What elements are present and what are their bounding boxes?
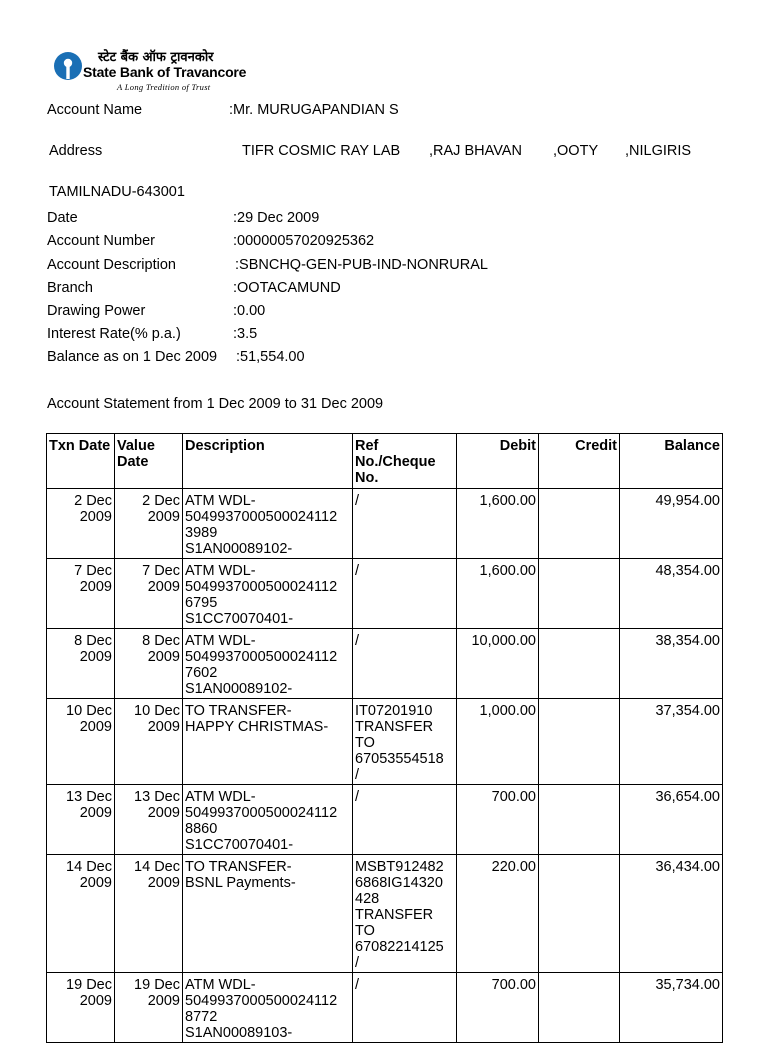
cell-credit bbox=[539, 629, 620, 699]
opening-balance-value: :51,554.00 bbox=[236, 349, 305, 365]
bank-hindi-name: स्टेट बैंक ऑफ ट्रावनकोर bbox=[98, 50, 214, 65]
cell-balance: 38,354.00 bbox=[620, 629, 723, 699]
cell-credit bbox=[539, 855, 620, 973]
opening-balance-label: Balance as on 1 Dec 2009 bbox=[47, 349, 218, 365]
cell-credit bbox=[539, 489, 620, 559]
cell-value-date: 14 Dec 2009 bbox=[115, 855, 183, 973]
account-description-value: :SBNCHQ-GEN-PUB-IND-NONRURAL bbox=[235, 257, 488, 273]
col-header-value-date: Value Date bbox=[115, 434, 183, 489]
cell-debit: 220.00 bbox=[457, 855, 539, 973]
drawing-power-value: :0.00 bbox=[233, 303, 266, 319]
cell-balance: 36,434.00 bbox=[620, 855, 723, 973]
address-label: Address bbox=[49, 143, 103, 159]
col-header-balance: Balance bbox=[620, 434, 723, 489]
col-header-txn-date: Txn Date bbox=[47, 434, 115, 489]
cell-description: ATM WDL- 5049937000500024112 6795 S1CC70070401- bbox=[183, 559, 353, 629]
cell-description: ATM WDL- 5049937000500024112 3989 S1AN00089102- bbox=[183, 489, 353, 559]
cell-ref: MSBT912482 6868IG14320 428 TRANSFER TO 67082214125 / bbox=[353, 855, 457, 973]
cell-value-date: 8 Dec 2009 bbox=[115, 629, 183, 699]
cell-description: TO TRANSFER- BSNL Payments- bbox=[183, 855, 353, 973]
table-header-row bbox=[47, 434, 723, 489]
table-row bbox=[47, 559, 723, 629]
account-number-label: Account Number bbox=[47, 233, 155, 249]
bank-tagline: A Long Tredition of Trust bbox=[117, 82, 211, 92]
account-number-value: :00000057020925362 bbox=[233, 233, 375, 249]
address-part: TIFR COSMIC RAY LAB bbox=[242, 143, 401, 159]
sbt-keyhole-logo-icon bbox=[53, 51, 83, 81]
cell-debit: 700.00 bbox=[457, 785, 539, 855]
account-description-label: Account Description bbox=[47, 257, 176, 273]
bank-logo bbox=[53, 47, 253, 95]
cell-balance: 36,654.00 bbox=[620, 785, 723, 855]
cell-balance: 49,954.00 bbox=[620, 489, 723, 559]
cell-debit: 10,000.00 bbox=[457, 629, 539, 699]
cell-value-date: 13 Dec 2009 bbox=[115, 785, 183, 855]
cell-balance: 37,354.00 bbox=[620, 699, 723, 785]
table-row bbox=[47, 699, 723, 785]
cell-balance: 35,734.00 bbox=[620, 973, 723, 1043]
cell-value-date: 10 Dec 2009 bbox=[115, 699, 183, 785]
account-name-value: :Mr. MURUGAPANDIAN S bbox=[229, 102, 399, 118]
statement-title: Account Statement from 1 Dec 2009 to 31 Dec 2009 bbox=[47, 396, 384, 412]
cell-txn-date: 10 Dec 2009 bbox=[47, 699, 115, 785]
cell-description: ATM WDL- 5049937000500024112 8772 S1AN00089103- bbox=[183, 973, 353, 1043]
table-row bbox=[47, 785, 723, 855]
cell-debit: 1,600.00 bbox=[457, 489, 539, 559]
cell-ref: / bbox=[353, 629, 457, 699]
drawing-power-label: Drawing Power bbox=[47, 303, 146, 319]
cell-value-date: 7 Dec 2009 bbox=[115, 559, 183, 629]
table-row bbox=[47, 973, 723, 1043]
cell-ref: / bbox=[353, 785, 457, 855]
cell-value-date: 2 Dec 2009 bbox=[115, 489, 183, 559]
col-header-credit: Credit bbox=[539, 434, 620, 489]
cell-debit: 1,600.00 bbox=[457, 559, 539, 629]
cell-credit bbox=[539, 559, 620, 629]
cell-ref: IT07201910 TRANSFER TO 67053554518 / bbox=[353, 699, 457, 785]
account-name-label: Account Name bbox=[47, 102, 143, 118]
cell-description: ATM WDL- 5049937000500024112 8860 S1CC70070401- bbox=[183, 785, 353, 855]
cell-credit bbox=[539, 699, 620, 785]
cell-txn-date: 2 Dec 2009 bbox=[47, 489, 115, 559]
address-part: ,RAJ BHAVAN bbox=[429, 143, 522, 159]
cell-txn-date: 8 Dec 2009 bbox=[47, 629, 115, 699]
cell-debit: 700.00 bbox=[457, 973, 539, 1043]
address-line2: TAMILNADU-643001 bbox=[49, 184, 185, 200]
cell-txn-date: 14 Dec 2009 bbox=[47, 855, 115, 973]
interest-rate-label: Interest Rate(% p.a.) bbox=[47, 326, 181, 342]
date-value: :29 Dec 2009 bbox=[233, 210, 320, 226]
cell-txn-date: 19 Dec 2009 bbox=[47, 973, 115, 1043]
branch-value: :OOTACAMUND bbox=[233, 280, 341, 296]
bank-name: State Bank of Travancore bbox=[83, 64, 247, 80]
cell-debit: 1,000.00 bbox=[457, 699, 539, 785]
statement-table bbox=[46, 433, 723, 1043]
cell-ref: / bbox=[353, 973, 457, 1043]
address-part: ,NILGIRIS bbox=[625, 143, 692, 159]
cell-value-date: 19 Dec 2009 bbox=[115, 973, 183, 1043]
cell-ref: / bbox=[353, 489, 457, 559]
cell-credit bbox=[539, 973, 620, 1043]
table-row bbox=[47, 629, 723, 699]
table-row bbox=[47, 489, 723, 559]
col-header-description: Description bbox=[183, 434, 353, 489]
cell-txn-date: 7 Dec 2009 bbox=[47, 559, 115, 629]
branch-label: Branch bbox=[47, 280, 93, 296]
cell-txn-date: 13 Dec 2009 bbox=[47, 785, 115, 855]
cell-ref: / bbox=[353, 559, 457, 629]
date-label: Date bbox=[47, 210, 78, 226]
cell-balance: 48,354.00 bbox=[620, 559, 723, 629]
table-row bbox=[47, 855, 723, 973]
col-header-debit: Debit bbox=[457, 434, 539, 489]
interest-rate-value: :3.5 bbox=[233, 326, 258, 342]
col-header-ref: Ref No./Cheque No. bbox=[353, 434, 457, 489]
cell-description: TO TRANSFER- HAPPY CHRISTMAS- bbox=[183, 699, 353, 785]
address-part: ,OOTY bbox=[553, 143, 599, 159]
cell-description: ATM WDL- 5049937000500024112 7602 S1AN00089102- bbox=[183, 629, 353, 699]
cell-credit bbox=[539, 785, 620, 855]
